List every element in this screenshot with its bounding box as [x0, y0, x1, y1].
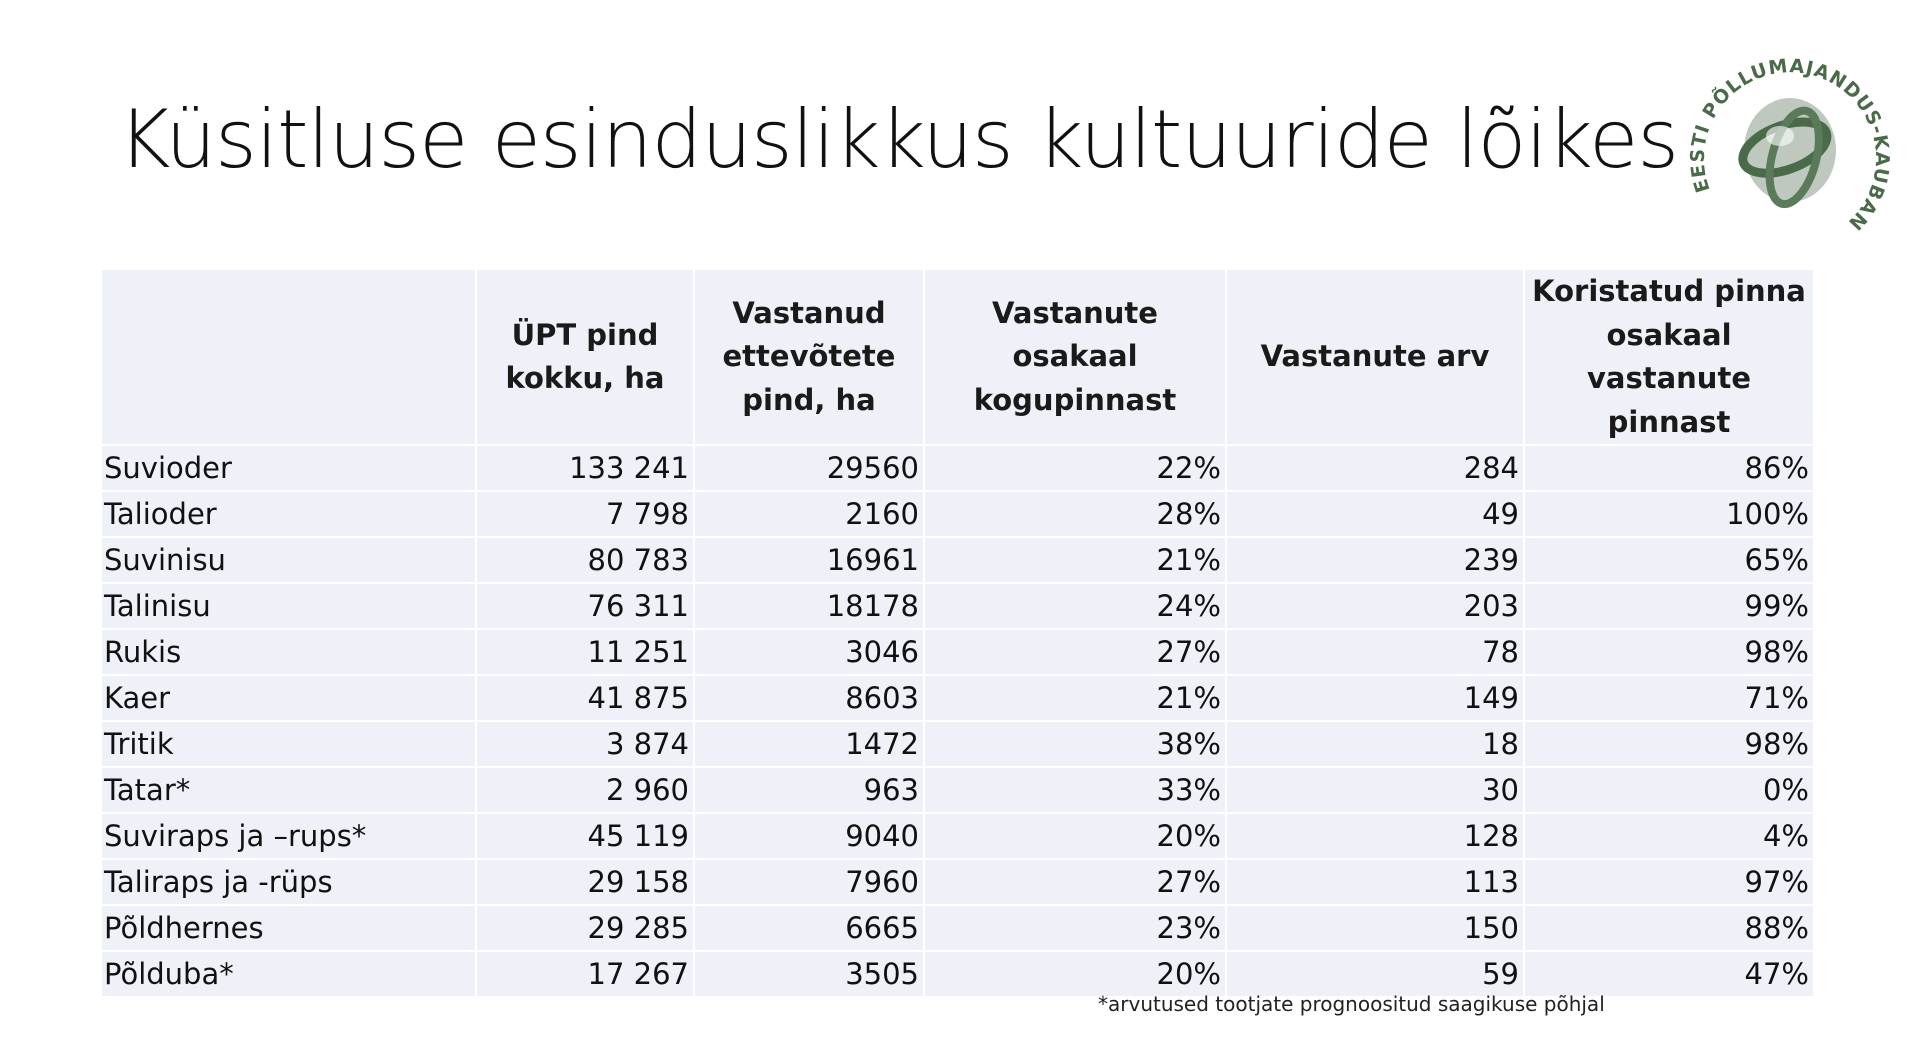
- respondent-area: 18178: [694, 583, 924, 629]
- respondent-area: 7960: [694, 859, 924, 905]
- total-area: 3 874: [476, 721, 694, 767]
- crop-name: Taliraps ja -rüps: [102, 859, 476, 905]
- respondent-area: 9040: [694, 813, 924, 859]
- harvested-share: 47%: [1524, 951, 1814, 996]
- crop-name: Talinisu: [102, 583, 476, 629]
- total-area: 17 267: [476, 951, 694, 996]
- crop-name: Põldhernes: [102, 905, 476, 951]
- total-area: 29 158: [476, 859, 694, 905]
- table-row: [102, 721, 1814, 767]
- respondent-count: 150: [1226, 905, 1524, 951]
- respondent-share: 23%: [924, 905, 1226, 951]
- respondent-count: 59: [1226, 951, 1524, 996]
- harvested-share: 4%: [1524, 813, 1814, 859]
- respondent-count: 113: [1226, 859, 1524, 905]
- total-area: 45 119: [476, 813, 694, 859]
- total-area: 29 285: [476, 905, 694, 951]
- table-row: [102, 951, 1814, 996]
- header-respondent-area: Vastanud ettevõtete pind, ha: [694, 270, 924, 445]
- total-area: 11 251: [476, 629, 694, 675]
- crop-name: Suvinisu: [102, 537, 476, 583]
- harvested-share: 98%: [1524, 629, 1814, 675]
- total-area: 76 311: [476, 583, 694, 629]
- total-area: 41 875: [476, 675, 694, 721]
- table-row: [102, 767, 1814, 813]
- logo-text: EESTI PÕLLUMAJANDUS-KAUBAN: [1686, 54, 1894, 235]
- respondent-share: 28%: [924, 491, 1226, 537]
- respondent-count: 30: [1226, 767, 1524, 813]
- globe-logo-icon: [1680, 30, 1910, 260]
- table-header-row: [102, 270, 1814, 445]
- respondent-share: 27%: [924, 859, 1226, 905]
- total-area: 2 960: [476, 767, 694, 813]
- harvested-share: 0%: [1524, 767, 1814, 813]
- respondent-count: 239: [1226, 537, 1524, 583]
- table-row: [102, 905, 1814, 951]
- harvested-share: 86%: [1524, 445, 1814, 491]
- respondent-area: 8603: [694, 675, 924, 721]
- harvested-share: 71%: [1524, 675, 1814, 721]
- respondent-area: 3505: [694, 951, 924, 996]
- crop-name: Tatar*: [102, 767, 476, 813]
- respondent-share: 22%: [924, 445, 1226, 491]
- respondent-area: 963: [694, 767, 924, 813]
- harvested-share: 100%: [1524, 491, 1814, 537]
- header-crop: [102, 270, 476, 445]
- respondent-share: 20%: [924, 951, 1226, 996]
- respondent-count: 203: [1226, 583, 1524, 629]
- harvested-share: 88%: [1524, 905, 1814, 951]
- harvested-share: 97%: [1524, 859, 1814, 905]
- respondent-share: 21%: [924, 675, 1226, 721]
- respondent-share: 20%: [924, 813, 1226, 859]
- respondent-count: 78: [1226, 629, 1524, 675]
- table-row: [102, 859, 1814, 905]
- respondent-count: 18: [1226, 721, 1524, 767]
- respondent-share: 33%: [924, 767, 1226, 813]
- table-row: [102, 583, 1814, 629]
- respondent-area: 29560: [694, 445, 924, 491]
- slide-title: Küsitluse esinduslikkus kultuuride lõikes: [118, 93, 1679, 186]
- total-area: 80 783: [476, 537, 694, 583]
- respondent-share: 21%: [924, 537, 1226, 583]
- respondent-count: 149: [1226, 675, 1524, 721]
- respondent-area: 16961: [694, 537, 924, 583]
- respondent-area: 1472: [694, 721, 924, 767]
- header-respondent-count: Vastanute arv: [1226, 270, 1524, 445]
- table-row: [102, 445, 1814, 491]
- respondent-count: 49: [1226, 491, 1524, 537]
- crop-representativeness-table: [102, 270, 1815, 996]
- table-row: [102, 537, 1814, 583]
- header-respondent-share: Vastanute osakaal kogupinnast: [924, 270, 1226, 445]
- crop-name: Põlduba*: [102, 951, 476, 996]
- respondent-area: 3046: [694, 629, 924, 675]
- header-total-area: ÜPT pind kokku, ha: [476, 270, 694, 445]
- respondent-share: 24%: [924, 583, 1226, 629]
- footnote: *arvutused tootjate prognoositud saagikuse põhjal: [1098, 992, 1605, 1016]
- crop-name: Talioder: [102, 491, 476, 537]
- table-row: [102, 491, 1814, 537]
- crop-name: Tritik: [102, 721, 476, 767]
- crop-name: Kaer: [102, 675, 476, 721]
- table-row: [102, 629, 1814, 675]
- table-row: [102, 813, 1814, 859]
- respondent-share: 27%: [924, 629, 1226, 675]
- respondent-area: 6665: [694, 905, 924, 951]
- harvested-share: 99%: [1524, 583, 1814, 629]
- total-area: 133 241: [476, 445, 694, 491]
- respondent-count: 128: [1226, 813, 1524, 859]
- table-row: [102, 675, 1814, 721]
- chamber-logo: [1680, 30, 1910, 260]
- crop-name: Suvioder: [102, 445, 476, 491]
- crop-name: Suviraps ja –rups*: [102, 813, 476, 859]
- header-harvested-share: Koristatud pinna osakaal vastanute pinnast: [1524, 270, 1814, 445]
- respondent-count: 284: [1226, 445, 1524, 491]
- harvested-share: 65%: [1524, 537, 1814, 583]
- respondent-area: 2160: [694, 491, 924, 537]
- respondent-share: 38%: [924, 721, 1226, 767]
- harvested-share: 98%: [1524, 721, 1814, 767]
- total-area: 7 798: [476, 491, 694, 537]
- crop-name: Rukis: [102, 629, 476, 675]
